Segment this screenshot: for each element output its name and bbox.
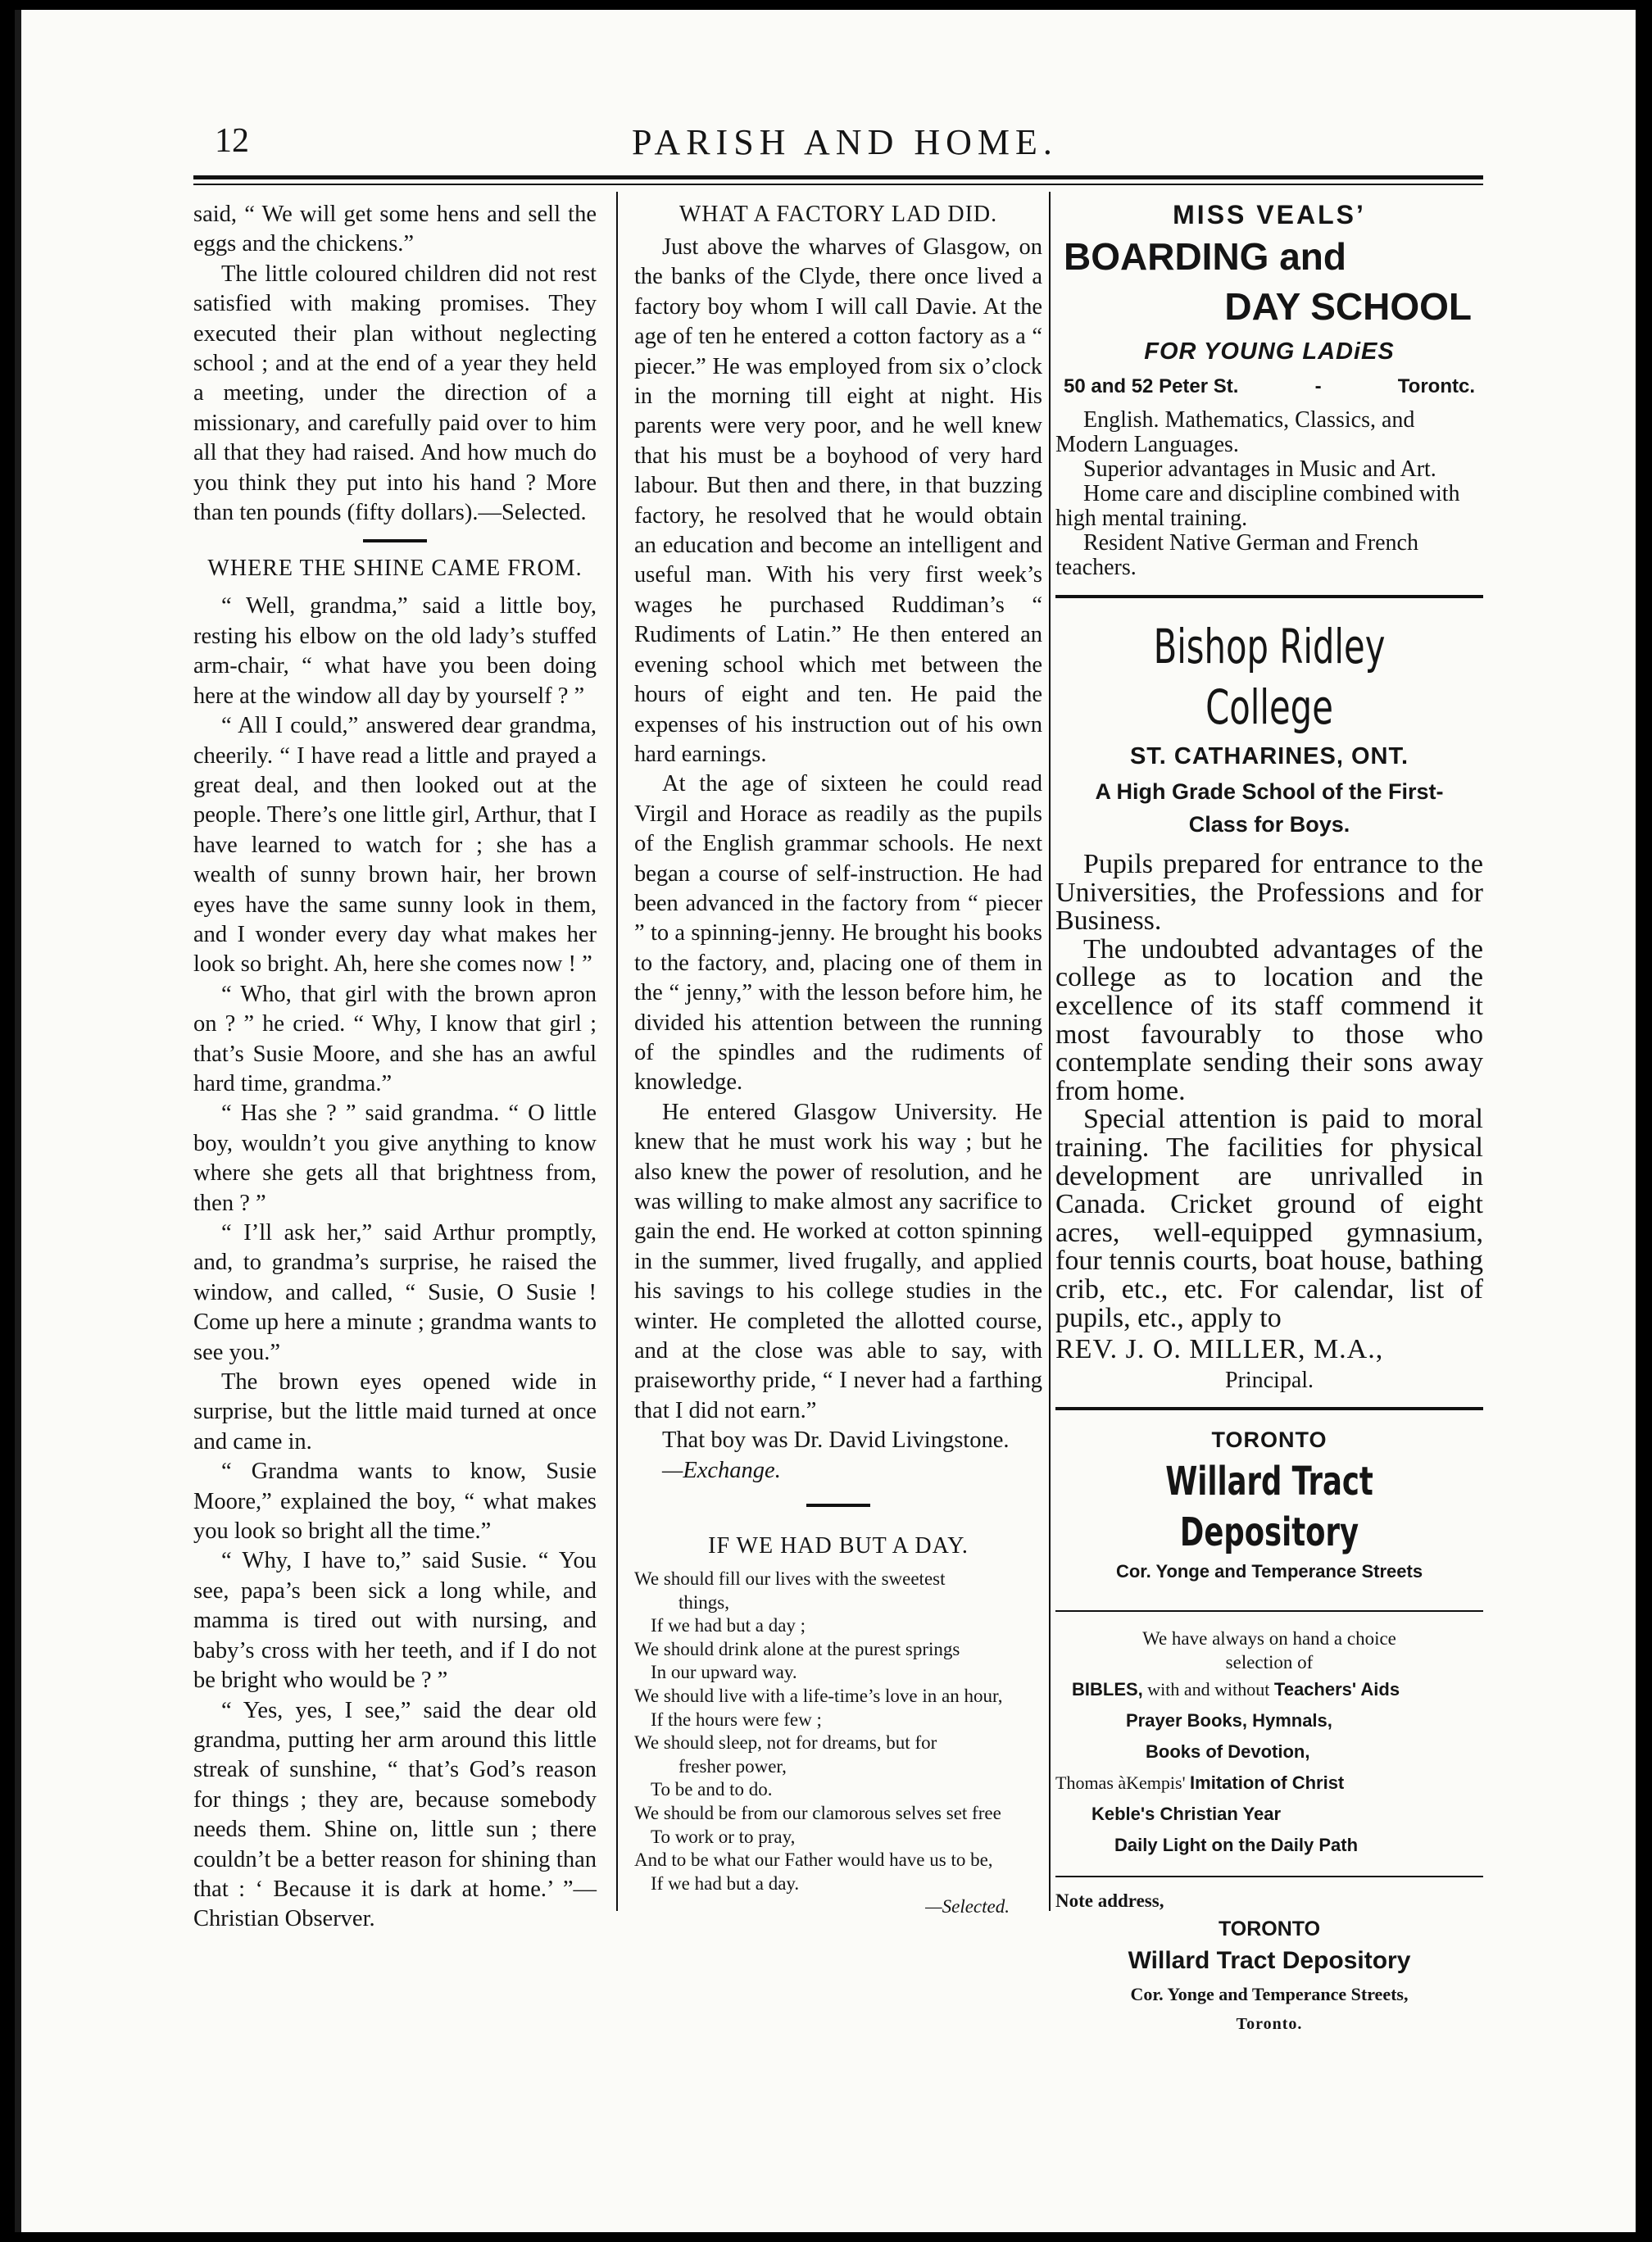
section-divider	[363, 539, 427, 542]
poem-line: And to be what our Father would have us to be,	[634, 1849, 993, 1871]
story-paragraph: The brown eyes opened wide in surprise, but the little maid turned at once and came in.	[193, 1369, 597, 1455]
ad-ridley-contact: REV. J. O. MILLER, M.A.,	[1055, 1334, 1384, 1365]
ad-willard-item: Daily Light on the Daily Path	[1114, 1834, 1359, 1855]
section-divider	[806, 1504, 870, 1507]
page-number: 12	[215, 122, 249, 160]
story-paragraph: “ Why, I have to,” said Susie. “ You see, papa’s been sick a long while, and mamma is tired out with nursing, and baby’s cross with her teeth, and if I do not be bright who would be ? ”	[193, 1548, 597, 1694]
poem	[634, 1568, 1042, 1919]
page-title: PARISH AND HOME.	[632, 122, 1058, 162]
poem-line: If we had but a day ;	[651, 1615, 806, 1636]
ad-veals-line4: FOR YOUNG LADiES	[1144, 338, 1395, 365]
ad-ridley-tagline: A High Grade School of the First-Class for Boys.	[1095, 779, 1444, 837]
story-paragraph: “ All I could,” answered dear grandma, cheerily. “ I have read a little and prayed a great deal, and then looked out at the people. There’s one little girl, Arthur, that I have learned to watch for ; she has a wealth of sunny brown hair, her brown eyes have the same sunny look in them, and I wonder every day what makes her look so bright. Ah, here she comes now ! ”	[193, 713, 597, 978]
ad-willard-note: Note address,	[1055, 1890, 1164, 1911]
ad-divider	[1055, 1876, 1483, 1877]
story-paragraph: “ Well, grandma,” said a little boy, resting his elbow on the old lady’s stuffed arm-chair, “ what have you been doing here at the window all day by yourself ? ”	[193, 593, 597, 709]
ad-willard-footer-name: Willard Tract Depository	[1128, 1946, 1411, 1974]
ad-willard-footer-city: TORONTO	[1218, 1917, 1321, 1940]
ad-veals-line2: BOARDING and	[1064, 235, 1346, 278]
story-source: —Exchange.	[662, 1457, 781, 1483]
header-rule-thick	[193, 175, 1483, 179]
ad-veals-item: Resident Native German and French teachers.	[1055, 530, 1418, 580]
ad-miss-veals	[1055, 197, 1483, 580]
column-divider-right	[1049, 192, 1051, 1911]
advertisements-column	[1055, 197, 1483, 2038]
poem-line: We should drink alone at the purest springs	[634, 1638, 960, 1659]
ad-willard-intro: selection of	[1225, 1651, 1314, 1672]
ad-veals-address-row	[1055, 370, 1483, 403]
ad-veals-separator: -	[1314, 375, 1322, 397]
ad-divider	[1055, 595, 1483, 598]
ad-willard-item: Keble's Christian Year	[1092, 1803, 1282, 1824]
ad-veals-item: English. Mathematics, Classics, and Modern Languages.	[1055, 407, 1415, 457]
ad-willard-city: TORONTO	[1211, 1427, 1328, 1452]
ad-veals-name: MISS VEALS’	[1173, 200, 1366, 229]
newspaper-page	[15, 10, 1636, 2232]
story-paragraph: “ Grandma wants to know, Susie Moore,” explained the boy, “ what makes you look so bright all the time.”	[193, 1459, 597, 1545]
ad-divider	[1055, 1610, 1483, 1612]
ad-ridley-paragraph: Pupils prepared for entrance to the Universities, the Professions and for Business.	[1055, 849, 1483, 937]
ad-willard-name: Willard Tract Depository	[1165, 1458, 1373, 1555]
story-paragraph: “ I’ll ask her,” said Arthur promptly, and, to grandma’s surprise, he raised the window, and called, “ Susie, O Susie ! Come up here a minute ; grandma wants to see you.”	[193, 1220, 597, 1365]
ad-willard-item-bold: Teachers' Aids	[1273, 1678, 1400, 1700]
ad-willard-item-text: with and without	[1142, 1678, 1274, 1700]
story-paragraph: The little coloured children did not rest satisfied with making promises. They executed their plan without neglecting school ; and at the end of a year they held a meeting, under the direction of a missionary, and carefully paid over to him all that they had raised. And how much do you think they put into his hand ? More than ten pounds (fifty dollars).—Selected.	[193, 261, 597, 526]
poem-line: If we had but a day.	[651, 1872, 800, 1894]
story-paragraph: Just above the wharves of Glasgow, on the banks of the Clyde, there once lived a factory boy whom I will call Davie. At the age of ten he entered a cotton factory as a “ piecer.” He was employed from six o’clock in the morning till eight at night. His parents were very poor, and he well knew that his must be a boyhood of very hard labour. But then and there, in that buzzing factory, he resolved that he would obtain an education and become an intelligent and useful man. With his very first week’s wages he purchased Ruddiman’s “ Rudiments of Latin.” He then entered an evening school which met between the hours of eight and ten. He paid the expenses of his instruction out of his own hard earnings.	[634, 234, 1042, 767]
ad-willard-footer-address: Cor. Yonge and Temperance Streets,	[1130, 1983, 1409, 2004]
ad-ridley-location: ST. CATHARINES, ONT.	[1129, 743, 1409, 769]
story-paragraph: “ Who, that girl with the brown apron on ? ” he cried. “ Why, I know that girl ; that’s Susie Moore, and she has an awful hard time, grandma.”	[193, 981, 597, 1096]
ad-willard-item: Books of Devotion,	[1146, 1740, 1310, 1762]
story-paragraph: At the age of sixteen he could read Virgil and Horace as readily as the pupils of the English grammar schools. He next began a course of self-instruction. He had been advanced in the factory from “ piecer ” to a spinning-jenny. He brought his books to the factory, and, placing one of them in the “ jenny,” with the lesson before him, he divided his attention between the running of the spindles and the rudiments of knowledge.	[634, 771, 1042, 1096]
ad-willard-footer-city2: Toronto.	[1236, 2014, 1303, 2033]
ad-ridley-paragraph: Special attention is paid to moral training. The facilities for physical development are unrivalled in Canada. Cricket ground of eight acres, well-equipped gymnasium, four tennis courts, boat house, bathing crib, etc., etc. For calendar, list of pupils, etc., apply to	[1055, 1104, 1483, 1333]
story-paragraph: “ Has she ? ” said grandma. “ O little boy, wouldn’t you give anything to know where she gets all that brightness from, then ? ”	[193, 1101, 597, 1216]
ad-ridley-contact-title: Principal.	[1224, 1367, 1314, 1393]
poem-source: —Selected.	[925, 1896, 1010, 1918]
ad-willard-item	[1055, 1768, 1483, 1799]
ad-veals-city: Torontc.	[1397, 375, 1475, 397]
left-column	[193, 200, 597, 1935]
ad-veals-item: Home care and discipline combined with high mental training.	[1055, 481, 1460, 531]
ad-veals-items	[1055, 408, 1483, 580]
ad-willard-item: Prayer Books, Hymnals,	[1126, 1709, 1332, 1731]
ad-willard-item-bold: Imitation of Christ	[1190, 1772, 1345, 1793]
poem-line: things,	[678, 1591, 729, 1613]
middle-column	[634, 200, 1042, 1919]
ad-veals-item: Superior advantages in Music and Art.	[1083, 456, 1436, 482]
poem-line: We should fill our lives with the sweetest	[634, 1568, 946, 1590]
ad-divider	[1055, 1407, 1483, 1410]
story-title: WHAT A FACTORY LAD DID.	[678, 202, 998, 227]
ad-willard-tract	[1055, 1423, 1483, 2038]
poem-line: We should live with a life-time’s love in an hour,	[634, 1686, 1003, 1707]
story-paragraph: “ Yes, yes, I see,” said the dear old grandma, putting her arm around this little streak of sunshine, “ that’s God’s reason for things ; they are, because somebody needs them. Shine on, little sun ; there couldn’t be a better reason for shining than that : ‘ Because it is dark at home.’ ”—Christian Observer.	[193, 1697, 597, 1932]
column-divider-left	[616, 192, 618, 1911]
ad-veals-address: 50 and 52 Peter St.	[1064, 375, 1239, 397]
ad-willard-item-bold: BIBLES,	[1072, 1678, 1143, 1700]
ad-bishop-ridley	[1055, 616, 1483, 1397]
poem-line: To work or to pray,	[651, 1826, 796, 1847]
ad-veals-line3: DAY SCHOOL	[1224, 285, 1472, 328]
ad-willard-address: Cor. Yonge and Temperance Streets	[1115, 1560, 1423, 1582]
story-fragment: said, “ We will get some hens and sell the eggs and the chickens.”	[193, 202, 597, 257]
ad-willard-intro: We have always on hand a choice	[1142, 1627, 1396, 1649]
poem-title: IF WE HAD BUT A DAY.	[708, 1533, 969, 1559]
header-rule-thin	[193, 184, 1483, 185]
poem-line: We should be from our clamorous selves set free	[634, 1803, 1001, 1823]
poem-line: In our upward way.	[651, 1662, 797, 1683]
story-paragraph: That boy was Dr. David Livingstone.	[662, 1427, 1010, 1454]
poem-line: To be and to do.	[651, 1779, 773, 1800]
story-paragraph: He entered Glasgow University. He knew that he must work his way ; but he also knew the power of resolution, and he was willing to make almost any sacrifice to gain the end. He worked at cotton spinning in the summer, lived frugally, and applied his savings to his college studies in the winter. He completed the allotted course, and at the close was able to say, with praiseworthy pride, “ I never had a farthing that I did not earn.”	[634, 1099, 1042, 1423]
poem-line: fresher power,	[678, 1755, 787, 1777]
ad-ridley-paragraph: The undoubted advantages of the college as to location and the excellence of its staff commend it most favourably to those who contemplate sending their sons away from home.	[1055, 933, 1483, 1106]
ad-willard-item-text: Thomas àKempis'	[1055, 1772, 1191, 1793]
poem-line: We should sleep, not for dreams, but for	[634, 1732, 937, 1754]
poem-line: If the hours were few ;	[651, 1709, 822, 1730]
ad-willard-item	[1055, 1674, 1483, 1705]
ad-ridley-name: Bishop Ridley College	[1153, 619, 1386, 735]
story-title: WHERE THE SHINE CAME FROM.	[207, 556, 583, 582]
ad-ridley-body	[1055, 851, 1483, 1397]
